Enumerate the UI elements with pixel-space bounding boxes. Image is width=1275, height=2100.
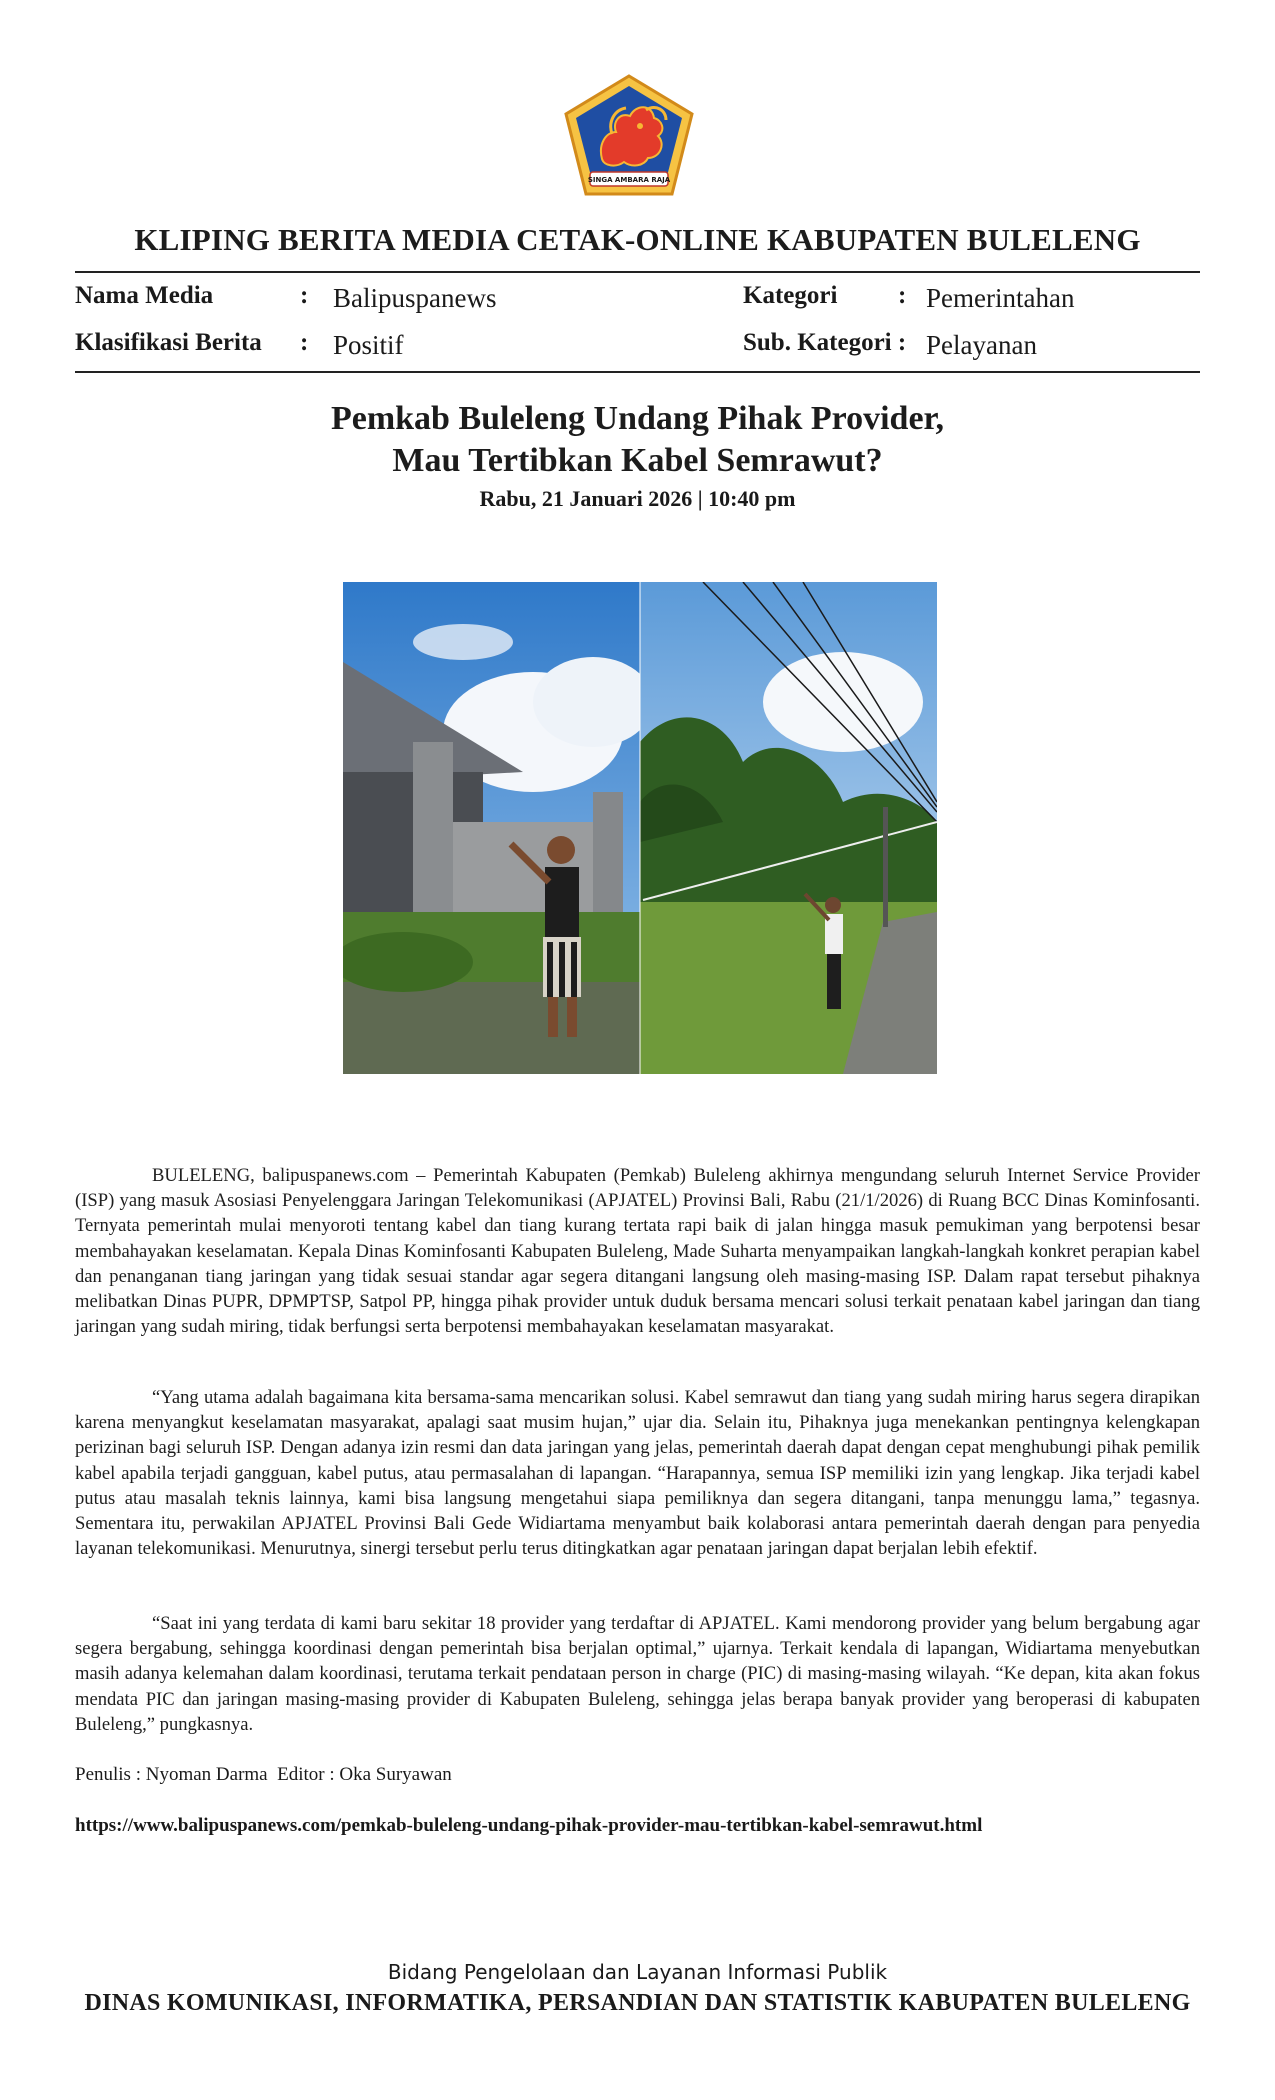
footer-division: Bidang Pengelolaan dan Layanan Informasi Publik [387,1960,888,1984]
buleleng-logo [562,74,696,198]
article-title-line1: Pemkab Buleleng Undang Pihak Provider, [330,400,945,437]
sub-kategori-value: Pelayanan [926,330,1037,360]
page-title: KLIPING BERITA MEDIA CETAK-ONLINE KABUPATEN BULELENG [134,222,1141,257]
kategori-label: Kategori [743,282,838,309]
footer-agency: DINAS KOMUNIKASI, INFORMATIKA, PERSANDIAN DAN STATISTIK KABUPATEN BULELENG [84,1990,1191,2016]
bottom-divider [75,371,1200,373]
article-date: Rabu, 21 Januari 2026 | 10:40 pm [479,486,796,511]
article-photo [343,582,937,1074]
article-paragraph-2: “Yang utama adalah bagaimana kita bersama-sama mencarikan solusi. Kabel semrawut dan tiang yang sudah miring harus segera dirapikan karena menyangkut keselamatan masyarakat, apalagi saat musim hujan,” ujar dia. Selain itu, Pihaknya juga menekankan pentingnya kelengkapan perizinan bagi seluruh ISP. Dengan adanya izin resmi dan data jaringan yang jelas, pemerintah daerah dapat dengan cepat menghubungi pihak pemilik kabel apabila terjadi gangguan, kabel putus, atau permasalahan di lapangan. “Harapannya, semua ISP memiliki izin yang lengkap. Jika terjadi kabel putus atau masalah teknis lainnya, kami bisa langsung mengetahui siapa pemiliknya dan segera ditangani, tanpa menunggu lama,” tegasnya. Sementara itu, perwakilan APJATEL Provinsi Bali Gede Widiartama menyambut baik kolaborasi antara pemerintah daerah dengan para penyedia layanan telekomunikasi. Menurutnya, sinergi tersebut perlu terus ditingkatkan agar penataan jaringan dapat berjalan lebih efektif. [75,1387,1200,1560]
top-divider [75,271,1200,273]
nama-media-colon: : [300,282,309,309]
klasifikasi-colon: : [300,329,309,356]
nama-media-value: Balipuspanews [333,283,497,313]
klasifikasi-value: Positif [333,330,404,360]
article-title [0,398,1275,482]
logo-motto: SINGA AMBARA RAJA [587,176,671,184]
nama-media-label: Nama Media [75,282,214,309]
article-credits: Penulis : Nyoman Darma Editor : Oka Suryawan [75,1764,452,1785]
kategori-colon: : [898,282,907,309]
article-paragraph-3: “Saat ini yang terdata di kami baru sekitar 18 provider yang terdaftar di APJATEL. Kami mendorong provider yang belum bergabung agar segera bergabung, sehingga koordinasi dengan pemerintah bisa berjalan optimal,” ujarnya. Terkait kendala di lapangan, Widiartama menyebutkan masih adanya kelemahan dalam koordinasi, terutama terkait pendataan person in charge (PIC) di masing-masing wilayah. “Ke depan, kita akan fokus mendata PIC dan jaringan masing-masing provider di Kabupaten Buleleng, sehingga jelas berapa banyak provider yang beroperasi di kabupaten Buleleng,” pungkasnya. [75,1613,1200,1735]
article-source-link[interactable]: https://www.balipuspanews.com/pemkab-buleleng-undang-pihak-provider-mau-tertibkan-kabel-semrawut.html [75,1815,983,1836]
sub-kategori-label: Sub. Kategori : [743,329,907,356]
kategori-value: Pemerintahan [926,283,1075,313]
klasifikasi-label: Klasifikasi Berita [75,329,262,356]
article-paragraph-1: BULELENG, balipuspanews.com – Pemerintah Kabupaten (Pemkab) Buleleng akhirnya mengundang seluruh Internet Service Provider (ISP) yang masuk Asosiasi Penyelenggara Jaringan Telekomunikasi (APJATEL) Provinsi Bali, Rabu (21/1/2026) di Ruang BCC Dinas Kominfosanti. Ternyata pemerintah mulai menyoroti tentang kabel dan tiang kurang tertata rapi baik di jalan hingga masuk pemukiman yang berpotensi besar membahayakan keselamatan. Kepala Dinas Kominfosanti Kabupaten Buleleng, Made Suharta menyampaikan langkah-langkah konkret perapian kabel dan penanganan tiang jaringan yang tidak sesuai standar agar segera ditangani langsung oleh masing-masing ISP. Dalam rapat tersebut pihaknya melibatkan Dinas PUPR, DPMPTSP, Satpol PP, hingga pihak provider untuk duduk bersama mencari solusi terkait penataan kabel jaringan dan tiang jaringan yang sudah miring, tidak berfungsi serta berpotensi membahayakan keselamatan masyarakat. [75,1165,1200,1338]
article-title-line2: Mau Tertibkan Kabel Semrawut? [392,442,883,479]
